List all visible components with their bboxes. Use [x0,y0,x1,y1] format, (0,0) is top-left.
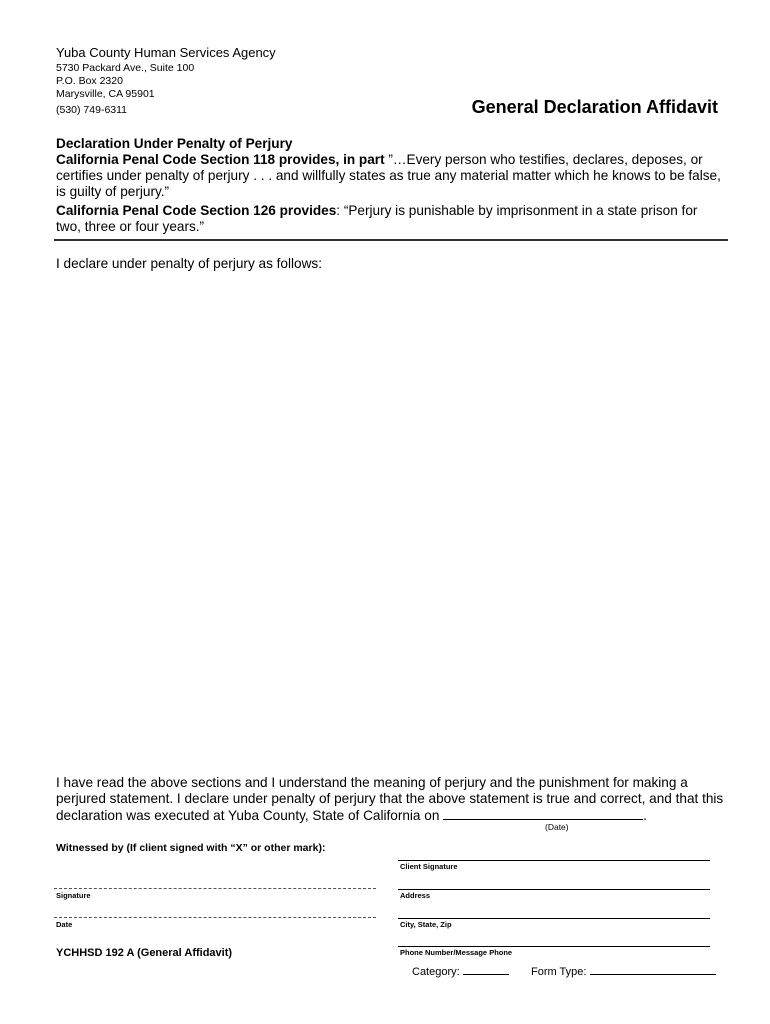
section-divider [54,239,728,241]
agency-name: Yuba County Human Services Agency [56,45,276,60]
client-signature-field[interactable] [398,860,710,861]
category [412,963,509,978]
perjury-section [56,136,726,235]
form-type-label: Form Type: [531,966,587,978]
witness-date-label: Date [56,920,73,929]
city-state-zip-label: City, State, Zip [400,920,452,929]
agency-address-line2: P.O. Box 2320 [56,75,123,87]
statement-trailing: . [643,808,647,823]
penal-code-118-text: ”…Every person who testifies, declares, deposes, or certifies under penalty of perjury . . . and willfully states as true any material matter which he knows to be false, is guilty of perjury.” [56,152,721,199]
statement [56,775,726,824]
agency-address-line1: 5730 Packard Ave., Suite 100 [56,62,195,74]
penal-code-126-heading: California Penal Code Section 126 provides [56,203,337,218]
date-label: (Date) [545,822,569,832]
penal-code-126-text: : “Perjury is punishable by imprisonment in a state prison for two, three or four years.” [56,203,698,234]
penal-code-126 [56,203,726,235]
form-type-field[interactable] [590,963,716,975]
statement-text: I have read the above sections and I understand the meaning of perjury and the punishment for making a perjured statement. I declare under penalty of perjury that the above statement is true and correct, and that this declaration was executed at Yuba County, State of California on [56,775,724,823]
date-field[interactable] [443,807,643,820]
witness-signature-label: Signature [56,891,91,900]
phone-label: Phone Number/Message Phone [400,948,513,957]
witness-date-field[interactable] [54,917,376,918]
form-type [531,963,716,978]
form-code: YCHHSD 192 A (General Affidavit) [56,947,233,959]
form-title: General Declaration Affidavit [471,97,718,117]
city-state-zip-field[interactable] [398,918,710,919]
client-signature-label: Client Signature [400,862,458,871]
category-label: Category: [412,966,460,978]
declaration-body-area[interactable] [56,280,726,760]
agency-address-line3: Marysville, CA 95901 [56,88,155,100]
agency-phone: (530) 749-6311 [56,104,128,116]
declare-intro: I declare under penalty of perjury as follows: [56,256,322,271]
penal-code-118 [56,152,726,200]
address-field[interactable] [398,889,710,890]
phone-field[interactable] [398,946,710,947]
perjury-heading: Declaration Under Penalty of Perjury [56,136,293,151]
penal-code-118-heading: California Penal Code Section 118 provides, in part [56,152,385,167]
address-label: Address [400,891,431,900]
category-field[interactable] [463,963,509,975]
witness-heading: Witnessed by (If client signed with “X” or other mark): [56,842,326,854]
witness-signature-field[interactable] [54,888,376,889]
